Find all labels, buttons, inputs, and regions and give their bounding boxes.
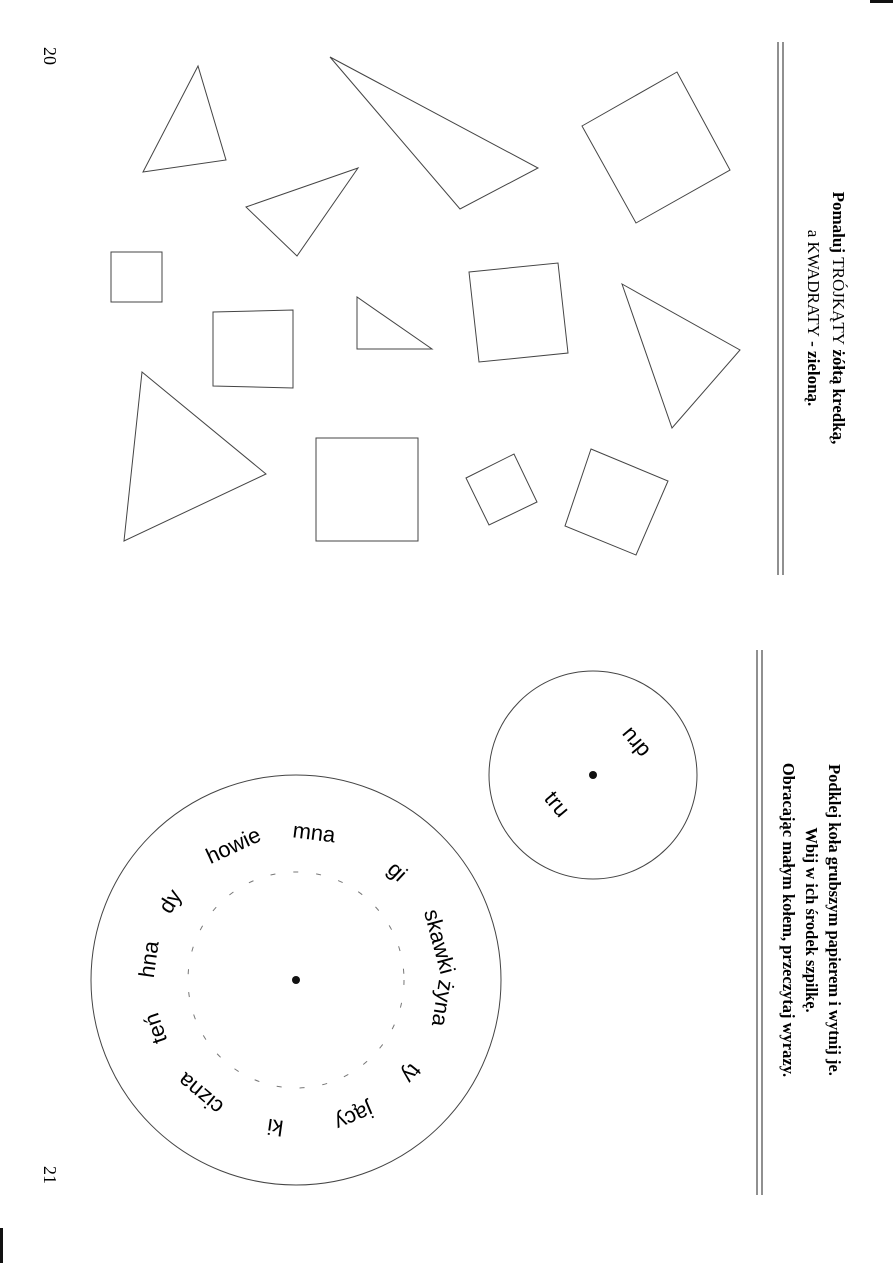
- big-wheel-ending: ty: [396, 1059, 427, 1089]
- task1-text-a: Pomaluj: [829, 191, 848, 258]
- square-shape: [466, 454, 537, 525]
- small-wheel-syllable: dru: [614, 722, 655, 764]
- big-wheel-ending: cizna: [172, 1067, 229, 1120]
- task2-line2: Wbij w ich środek szpilkę.: [802, 827, 821, 1013]
- small-wheel-syllable: tru: [539, 786, 576, 822]
- task1-instruction: [804, 192, 848, 445]
- square-shape: [565, 449, 668, 555]
- big-wheel-ending: mna: [291, 817, 337, 848]
- big-wheel-ending: teń: [138, 1009, 173, 1047]
- square-shape: [111, 252, 162, 302]
- big-wheel-ending: hna: [133, 939, 164, 980]
- big-wheel-center-dot: [292, 976, 300, 984]
- page-number-bottom: 21: [40, 1166, 60, 1184]
- square-shape: [582, 72, 730, 223]
- page-number-top: 20: [40, 47, 60, 65]
- task2-line1: Podklej koła grubszym papierem i wytnij je.: [825, 764, 844, 1076]
- corner-mark: [870, 0, 893, 3]
- big-wheel-ending: jący: [331, 1097, 377, 1137]
- svg-text:Pomaluj TRÓJKĄTY żółtą kredką,: [829, 192, 848, 445]
- triangle-shape: [330, 57, 538, 209]
- task1-text-e: - zieloną.: [804, 336, 823, 407]
- square-shape: [316, 438, 418, 541]
- small-wheel-center-dot: [589, 771, 597, 779]
- big-wheel[interactable]: [91, 775, 501, 1185]
- square-shape: [469, 263, 568, 362]
- big-wheel-ending: howie: [201, 821, 265, 869]
- big-wheel-ending: gi: [382, 856, 413, 887]
- task2-instruction: [779, 763, 844, 1077]
- triangle-shape: [143, 66, 226, 172]
- task1-word-triangles: TRÓJKĄTY: [829, 257, 848, 346]
- edge-mark: [0, 1228, 3, 1263]
- shapes-group: [111, 57, 740, 555]
- small-wheel[interactable]: [489, 671, 697, 879]
- big-wheel-ending: skawki: [419, 906, 461, 977]
- svg-text:a KWADRATY - zieloną.: [804, 230, 823, 407]
- triangle-shape: [622, 284, 740, 428]
- triangle-shape: [357, 297, 432, 349]
- big-wheel-ending: żyna: [426, 978, 459, 1029]
- task1-text-c: żółtą kredką,: [829, 345, 848, 445]
- big-wheel-ending: ki: [265, 1113, 285, 1141]
- triangle-shape: [246, 168, 358, 256]
- task1-text-d: a: [804, 229, 823, 242]
- big-wheel-ending: dy: [153, 884, 187, 918]
- square-shape: [213, 310, 293, 388]
- task2-line3: Obracając małym kołem, przeczytaj wyrazy.: [779, 762, 798, 1078]
- task1-word-squares: KWADRATY: [804, 241, 823, 337]
- triangle-shape: [124, 372, 266, 541]
